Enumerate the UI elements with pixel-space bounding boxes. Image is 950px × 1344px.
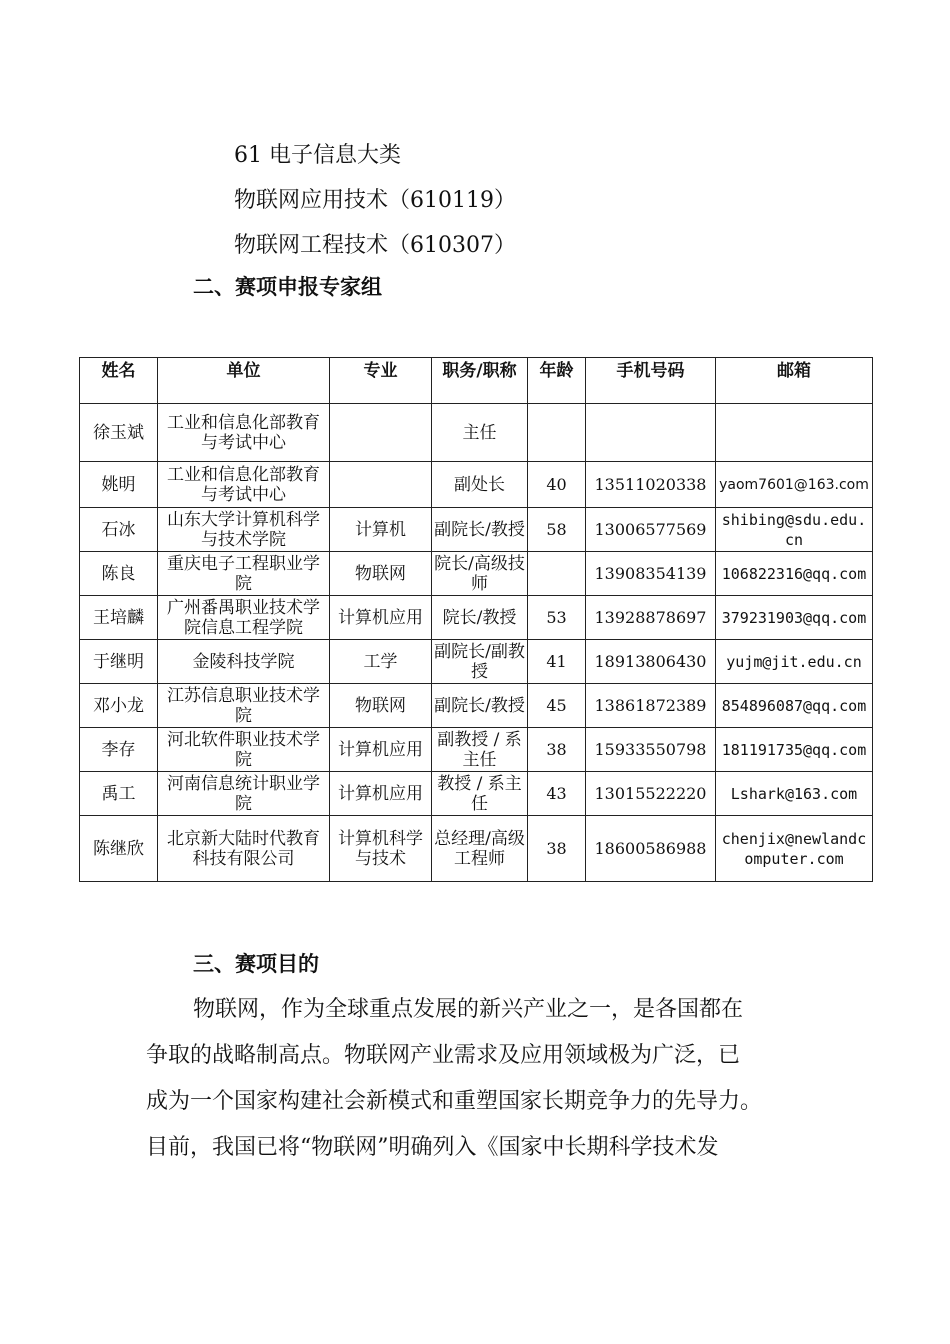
cell-age [528, 404, 586, 462]
table-row [80, 552, 873, 596]
cell-title: 主任 [432, 404, 528, 462]
cell-age: 58 [528, 508, 586, 552]
cell-unit: 工业和信息化部教育与考试中心 [158, 404, 330, 462]
cell-name: 陈良 [80, 552, 158, 596]
cell-unit: 江苏信息职业技术学院 [158, 684, 330, 728]
section-three-heading: 三、赛项目的 [193, 952, 319, 976]
paragraph-line: 物联网，作为全球重点发展的新兴产业之一，是各国都在 [193, 997, 744, 1022]
cell-unit: 山东大学计算机科学与技术学院 [158, 508, 330, 552]
major-line-iot-engineering: 物联网工程技术（610307） [234, 233, 516, 258]
cell-title: 副院长/副教授 [432, 640, 528, 684]
cell-age: 38 [528, 728, 586, 772]
cell-phone [586, 404, 716, 462]
header-phone: 手机号码 [586, 358, 716, 404]
cell-age: 43 [528, 772, 586, 816]
table-row [80, 772, 873, 816]
cell-name: 徐玉斌 [80, 404, 158, 462]
cell-title: 副院长/教授 [432, 508, 528, 552]
cell-unit: 金陵科技学院 [158, 640, 330, 684]
cell-unit: 广州番禺职业技术学院信息工程学院 [158, 596, 330, 640]
cell-email: yujm@jit.edu.cn [716, 640, 873, 684]
cell-email: yaom7601@163.com [716, 462, 873, 508]
table-row [80, 404, 873, 462]
cell-name: 姚明 [80, 462, 158, 508]
cell-unit: 北京新大陆时代教育科技有限公司 [158, 816, 330, 882]
table-row [80, 816, 873, 882]
cell-phone: 13928878697 [586, 596, 716, 640]
cell-major: 工学 [330, 640, 432, 684]
major-line-iot-application: 物联网应用技术（610119） [234, 188, 516, 213]
cell-email: shibing@sdu.edu.cn [716, 508, 873, 552]
cell-title: 院长/教授 [432, 596, 528, 640]
cell-phone: 13908354139 [586, 552, 716, 596]
cell-age: 45 [528, 684, 586, 728]
cell-email: chenjix@newlandcomputer.com [716, 816, 873, 882]
cell-phone: 13861872389 [586, 684, 716, 728]
cell-unit: 工业和信息化部教育与考试中心 [158, 462, 330, 508]
table-row [80, 596, 873, 640]
table-row [80, 640, 873, 684]
section-three-paragraph [146, 987, 826, 1171]
cell-name: 石冰 [80, 508, 158, 552]
paragraph-line: 争取的战略制高点。物联网产业需求及应用领域极为广泛，已 [146, 1043, 741, 1068]
table-row [80, 508, 873, 552]
header-email: 邮箱 [716, 358, 873, 404]
cell-major: 计算机应用 [330, 728, 432, 772]
cell-major: 计算机应用 [330, 772, 432, 816]
paragraph-line: 成为一个国家构建社会新模式和重塑国家长期竞争力的先导力。 [146, 1089, 763, 1114]
cell-title: 副教授 / 系主任 [432, 728, 528, 772]
cell-age: 41 [528, 640, 586, 684]
cell-email [716, 404, 873, 462]
cell-title: 副院长/教授 [432, 684, 528, 728]
table-header-row [80, 358, 873, 404]
cell-phone: 13511020338 [586, 462, 716, 508]
cell-name: 李存 [80, 728, 158, 772]
header-unit: 单位 [158, 358, 330, 404]
paragraph-line: 目前，我国已将“物联网”明确列入《国家中长期科学技术发 [146, 1135, 719, 1160]
category-line: 61 电子信息大类 [234, 143, 401, 168]
cell-phone: 18600586988 [586, 816, 716, 882]
table-row [80, 684, 873, 728]
expert-table [79, 357, 873, 882]
table-row [80, 462, 873, 508]
cell-phone: 18913806430 [586, 640, 716, 684]
header-name: 姓名 [80, 358, 158, 404]
cell-email: 106822316@qq.com [716, 552, 873, 596]
cell-major [330, 404, 432, 462]
cell-age: 40 [528, 462, 586, 508]
header-age: 年龄 [528, 358, 586, 404]
cell-major [330, 462, 432, 508]
section-two-heading: 二、赛项申报专家组 [193, 275, 382, 299]
cell-title: 总经理/高级工程师 [432, 816, 528, 882]
cell-title: 院长/高级技师 [432, 552, 528, 596]
cell-age: 38 [528, 816, 586, 882]
cell-name: 禹工 [80, 772, 158, 816]
cell-major: 物联网 [330, 552, 432, 596]
cell-name: 于继明 [80, 640, 158, 684]
cell-unit: 河北软件职业技术学院 [158, 728, 330, 772]
table-row [80, 728, 873, 772]
cell-unit: 重庆电子工程职业学院 [158, 552, 330, 596]
cell-major: 计算机 [330, 508, 432, 552]
cell-email: Lshark@163.com [716, 772, 873, 816]
cell-age: 53 [528, 596, 586, 640]
header-major: 专业 [330, 358, 432, 404]
cell-email: 181191735@qq.com [716, 728, 873, 772]
cell-phone: 15933550798 [586, 728, 716, 772]
cell-major: 计算机科学与技术 [330, 816, 432, 882]
cell-phone: 13015522220 [586, 772, 716, 816]
header-title: 职务/职称 [432, 358, 528, 404]
cell-name: 王培麟 [80, 596, 158, 640]
cell-phone: 13006577569 [586, 508, 716, 552]
cell-unit: 河南信息统计职业学院 [158, 772, 330, 816]
cell-title: 教授 / 系主任 [432, 772, 528, 816]
cell-email: 379231903@qq.com [716, 596, 873, 640]
cell-age [528, 552, 586, 596]
cell-name: 陈继欣 [80, 816, 158, 882]
cell-name: 邓小龙 [80, 684, 158, 728]
cell-title: 副处长 [432, 462, 528, 508]
cell-major: 计算机应用 [330, 596, 432, 640]
cell-major: 物联网 [330, 684, 432, 728]
cell-email: 854896087@qq.com [716, 684, 873, 728]
